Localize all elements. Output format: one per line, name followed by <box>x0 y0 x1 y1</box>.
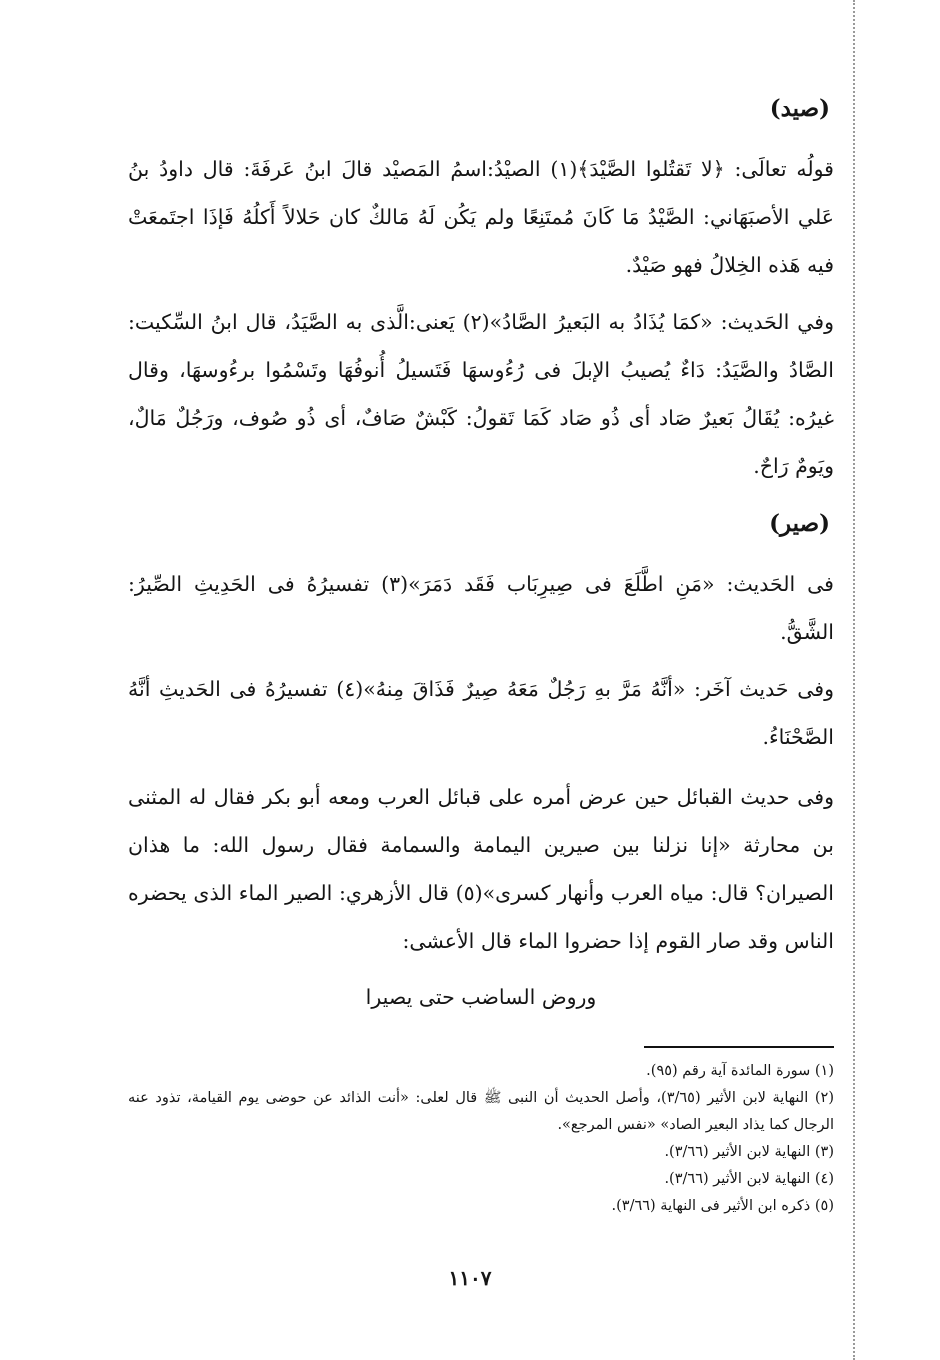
entry-heading-sayd: (صيد) <box>769 95 830 122</box>
footnote: (٢) النهاية لابن الأثير (٣/٦٥)، وأصل الحديث أن النبى ﷺ قال لعلى: «أنت الذائد عن حوضى يوم القيامة، تذود عنه الرجال كما يذاد البعير الصاد» «نفس المرجع». <box>128 1090 834 1133</box>
paragraph-3: فى الحَديث: «مَنِ اطَّلَعَ فى صِيرِبَاب فَقَد دَمَرَ»(٣) تفسيرُهُ فى الحَدِيثِ الصِّيرُ: الشَّقُّ. <box>128 572 834 644</box>
footnote: (٣) النهاية لابن الأثير (٣/٦٦). <box>664 1144 834 1160</box>
paragraph-5: وفى حديث القبائل حين عرض أمره على قبائل العرب ومعه أبو بكر فقال له المثنى بن محارثة «إنا نزلنا بين صيرين اليمامة والسمامة فقال رسول الله: ما هذان الصيران؟ قال: مياه العرب وأنهار كسرى»(٥) قال الأزهري: الصير الماء الذى يحضره الناس وقد صار القوم إذا حضروا الماء قال الأعشى: <box>128 785 834 953</box>
paragraph-4: وفى حَديث آخَر: «أنَّهُ مَرَّ بهِ رَجُلٌ مَعَهُ صِيرٌ فَذَاقَ مِنهُ»(٤) تفسيرُهُ فى الحَديثِ أنَّهُ الصَّحْنَاءُ. <box>128 677 834 749</box>
poetry-verse: وروض الساضب حتى يصيرا <box>365 985 597 1009</box>
paragraph-1: قولُه تعالَى: ﴿لا تَقتُلوا الصَّيْدَ﴾(١) الصيْدُ:اسمُ المَصيْد قالَ ابنُ عَرفَةَ: قال داودُ بنُ عَلي الأصبَهَاني: الصَّيْدُ مَا كَانَ مُمتَنِعًا ولم يَكُن لَهُ مَالكٌ كان حَلالاً أَكلُهُ فَإذَا اجتَمعَتْ فيه هَذه الخِلالُ فهو صَيْدٌ. <box>128 157 834 277</box>
page-number: ١١٠٧ <box>448 1266 492 1290</box>
footnote-rule <box>644 1046 834 1048</box>
paragraph-2: وفي الحَديث: «كمَا يُذَادُ به البَعيرُ الصَّادُ»(٢) يَعنى:الَّذى به الصَّيَدُ، قال ابنُ السِّكيت: الصَّادُ والصَّيَدُ: دَاءٌ يُصيبُ الإبلَ فى رُءُوسهَا فَتَسيلُ أُنوفُهَا وتَسْمُوا برءُوسهَا، وقال غيرُه: يُقَالُ بَعيرٌ صَاد أى ذُو صَاد كَمَا تَقولُ: كَبْشٌ صَافٌ، أى ذُو صُوف، ورَجُلٌ مَالٌ، ويَومٌ رَاحٌ. <box>128 310 834 478</box>
footnotes <box>128 1058 834 1220</box>
footnote: (١) سورة المائدة آية رقم (٩٥). <box>646 1063 834 1079</box>
footnote: (٥) ذكره ابن الأثير فى النهاية (٣/٦٦). <box>611 1198 834 1214</box>
entry-heading-sayr: (صير) <box>769 510 830 537</box>
footnote: (٤) النهاية لابن الأثير (٣/٦٦). <box>664 1171 834 1187</box>
binding-edge <box>853 0 855 1360</box>
